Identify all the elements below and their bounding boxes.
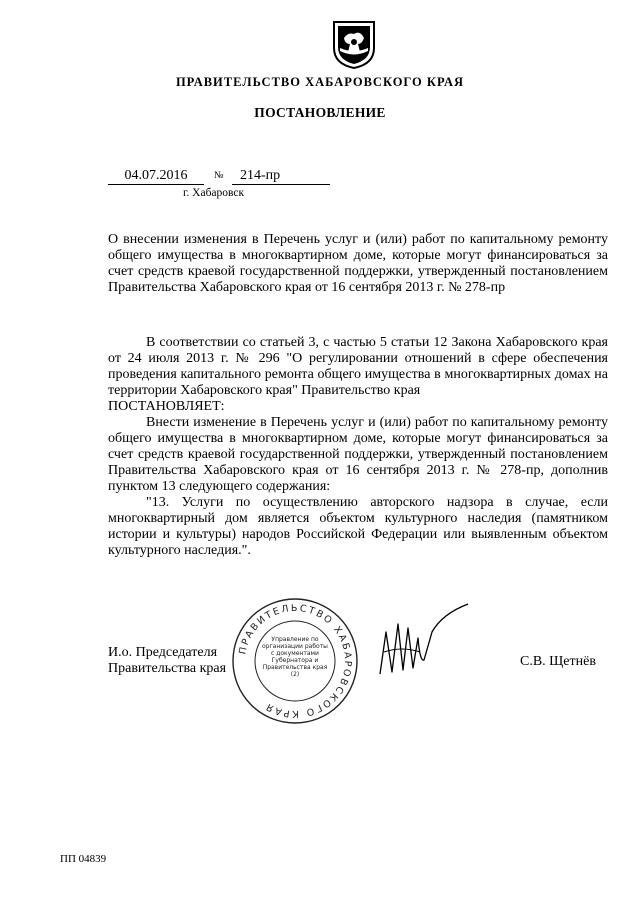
signatory-name: С.В. Щетнёв: [520, 654, 596, 669]
city-label: г. Хабаровск: [183, 187, 245, 199]
item-13-paragraph: "13. Услуги по осуществлению авторского надзора в случае, если многоквартирный дом является объектом культурного наследия (памятником истории и культуры) народов Российской Федерации или выявленным объектом культурного наследия.".: [108, 495, 608, 558]
coat-of-arms-emblem: [330, 18, 378, 70]
number-sign: №: [214, 170, 224, 181]
position-line-2: Правительства края: [108, 661, 227, 676]
stamp-ring-text: ПРАВИТЕЛЬСТВО ХАБАРОВСКОГО КРАЯ: [237, 602, 354, 720]
resolves-heading: ПОСТАНОВЛЯЕТ:: [108, 399, 225, 414]
footer-code: ПП 04839: [60, 853, 107, 865]
stamp-number: (2): [290, 671, 300, 678]
amendment-paragraph: Внести изменение в Перечень услуг и (или) работ по капитальному ремонту общего имущества в многоквартирном доме, которые могут финансироваться за счет средств краевой государственной поддержки, утвержденный постановлением Правительства Хабаровского края от 16 сентября 2013 г. № 278-пр, дополнив пунктом 13 следующего содержания:: [108, 415, 608, 494]
document-type-title: ПОСТАНОВЛЕНИЕ: [254, 105, 386, 120]
decree-subject: О внесении изменения в Перечень услуг и (или) работ по капитальному ремонту общего имущества в многоквартирном доме, которые могут финансироваться за счет средств краевой государственной поддержки, утвержденный постановлением Правительства Хабаровского края от 16 сентября 2013 г. № 278-пр: [108, 232, 608, 295]
decree-number: 214-пр: [232, 168, 330, 185]
official-stamp: [230, 596, 360, 726]
stamp-center-text: Управление по организации работы с документами Губернатора и Правительства края: [262, 636, 328, 671]
signatory-position: [108, 645, 226, 677]
preamble-paragraph: В соответствии со статьей 3, с частью 5 статьи 12 Закона Хабаровского края от 24 июля 2013 г. № 296 "О регулировании отношений в сфере обеспечения проведения капитального ремонта общего имущества в многоквартирных домах на территории Хабаровского края" Правительство края: [108, 335, 608, 398]
handwritten-signature: [372, 602, 472, 682]
government-title: ПРАВИТЕЛЬСТВО ХАБАРОВСКОГО КРАЯ: [175, 75, 465, 89]
decree-date: 04.07.2016: [108, 168, 204, 185]
position-line-1: И.о. Председателя: [108, 645, 218, 660]
decree-body: [108, 335, 608, 559]
